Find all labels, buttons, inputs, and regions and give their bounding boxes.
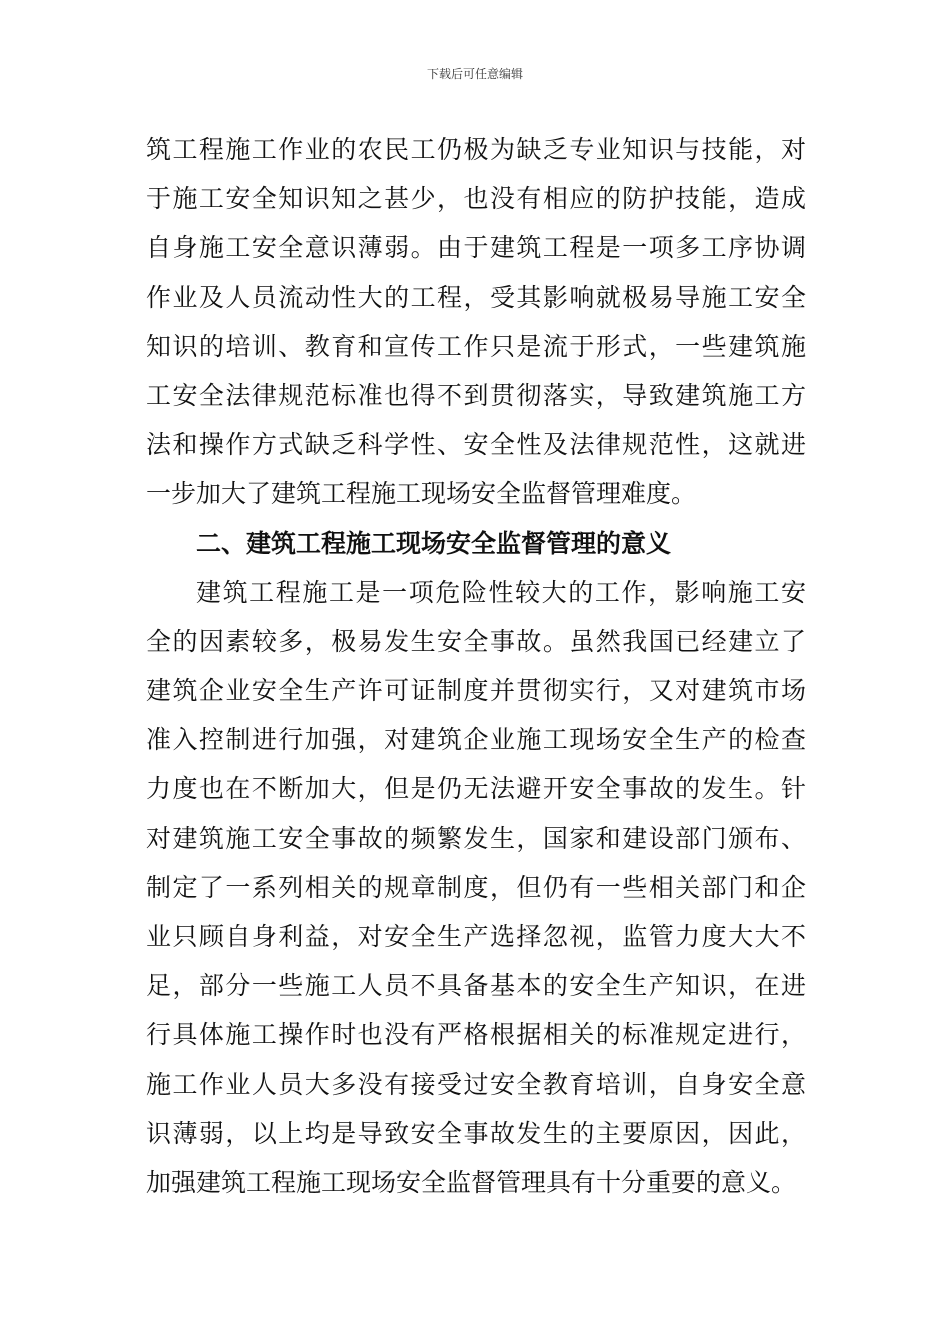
text-line: 法和操作方式缺乏科学性、安全性及法律规范性，这就进 bbox=[146, 430, 806, 460]
section-heading: 二、建筑工程施工现场安全监督管理的意义 bbox=[196, 528, 672, 558]
text-line: 于施工安全知识知之甚少，也没有相应的防护技能，造成 bbox=[146, 184, 806, 214]
text-line: 加强建筑工程施工现场安全监督管理具有十分重要的意义。 bbox=[146, 1167, 797, 1197]
text-line: 知识的培训、教育和宣传工作只是流于形式，一些建筑施 bbox=[146, 331, 806, 361]
text-line: 行具体施工操作时也没有严格根据相关的标准规定进行， bbox=[146, 1020, 806, 1050]
text-line: 足，部分一些施工人员不具备基本的安全生产知识，在进 bbox=[146, 971, 806, 1001]
text-line: 施工作业人员大多没有接受过安全教育培训，自身安全意 bbox=[146, 1069, 806, 1099]
text-line: 建筑工程施工是一项危险性较大的工作，影响施工安 bbox=[196, 577, 806, 607]
document-body bbox=[146, 125, 806, 1207]
text-line: 一步加大了建筑工程施工现场安全监督管理难度。 bbox=[146, 479, 697, 509]
text-line: 建筑企业安全生产许可证制度并贯彻实行，又对建筑市场 bbox=[146, 676, 806, 706]
text-line: 工安全法律规范标准也得不到贯彻落实，导致建筑施工方 bbox=[146, 380, 806, 410]
text-line: 力度也在不断加大，但是仍无法避开安全事故的发生。针 bbox=[146, 774, 806, 804]
text-line: 全的因素较多，极易发生安全事故。虽然我国已经建立了 bbox=[146, 626, 806, 656]
section-paragraph bbox=[146, 568, 806, 1207]
text-line: 筑工程施工作业的农民工仍极为缺乏专业知识与技能，对 bbox=[146, 135, 806, 164]
text-line: 对建筑施工安全事故的频繁发生，国家和建设部门颁布、 bbox=[146, 823, 806, 853]
text-line: 识薄弱，以上均是导致安全事故发生的主要原因，因此， bbox=[146, 1118, 806, 1148]
text-line: 制定了一系列相关的规章制度，但仍有一些相关部门和企 bbox=[146, 872, 806, 902]
text-line: 自身施工安全意识薄弱。由于建筑工程是一项多工序协调 bbox=[146, 233, 806, 263]
page-header: 下载后可任意编辑 bbox=[426, 67, 523, 81]
text-line: 准入控制进行加强，对建筑企业施工现场安全生产的检查 bbox=[146, 725, 806, 755]
paragraph-continuation bbox=[146, 125, 806, 519]
text-line: 作业及人员流动性大的工程，受其影响就极易导施工安全 bbox=[146, 282, 806, 312]
text-line: 业只顾自身利益，对安全生产选择忽视，监管力度大大不 bbox=[146, 922, 806, 951]
